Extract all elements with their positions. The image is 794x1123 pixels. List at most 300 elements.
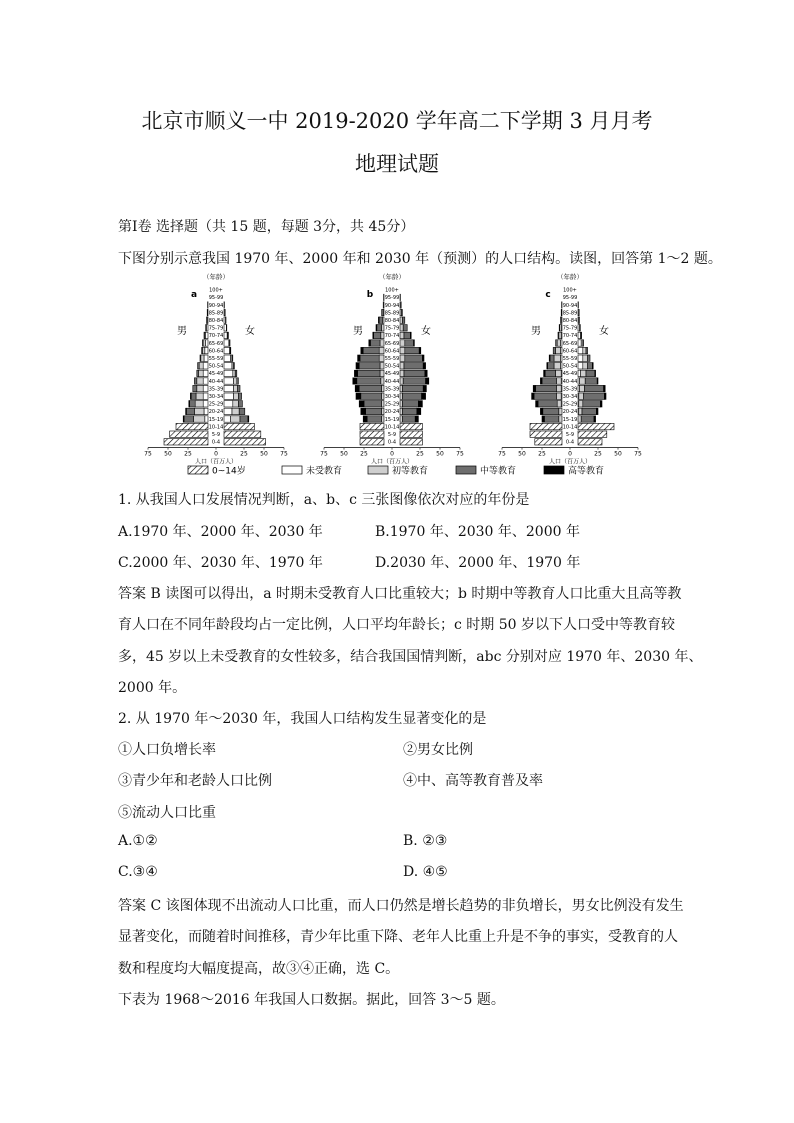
x-axis-label: 人口（百万人）: [194, 458, 238, 466]
bar-male-secondary: [379, 317, 382, 323]
legend-swatch-child: [188, 466, 208, 474]
bar-male-child: [164, 439, 208, 445]
q2-option-a: A.①②: [118, 833, 158, 849]
bar-male-primary: [197, 385, 203, 391]
bar-male-child: [535, 439, 562, 445]
x-tick-label: 0: [568, 450, 572, 458]
bar-male-secondary: [550, 355, 554, 361]
bar-female-primary: [583, 347, 586, 353]
bar-male-secondary: [360, 355, 379, 361]
bar-female-primary: [580, 385, 585, 391]
bar-female-higher: [422, 355, 424, 361]
age-group-label: 50-54: [384, 363, 400, 370]
q2-statement-3: ③青少年和老龄人口比例: [118, 773, 272, 789]
x-axis-label: 人口（百万人）: [370, 458, 414, 466]
bar-male-child: [530, 423, 562, 429]
legend-label-secondary: 中等教育: [480, 466, 517, 477]
male-label: 男: [177, 326, 187, 337]
age-group-label: 50-54: [562, 363, 578, 370]
bar-male-secondary: [556, 340, 558, 346]
x-tick-label: 75: [280, 450, 288, 458]
age-axis-label: （年龄）: [203, 273, 229, 281]
x-tick-label: 50: [164, 450, 172, 458]
q2-answer-line: 数和程度均大幅度提高，故③④正确，选 C。: [118, 961, 400, 977]
bar-male-none: [204, 408, 208, 414]
x-tick-label: 50: [614, 450, 622, 458]
bar-male-primary: [556, 393, 561, 399]
bar-female-primary: [400, 363, 404, 369]
bar-male-primary: [556, 347, 561, 353]
bar-female-child: [578, 431, 607, 437]
age-group-label: 0-4: [387, 439, 397, 446]
age-group-label: 85-89: [208, 310, 224, 317]
bar-male-secondary: [382, 309, 384, 315]
age-group-label: 55-59: [384, 356, 400, 362]
age-group-label: 60-64: [562, 348, 578, 355]
male-label: 男: [531, 326, 541, 337]
bar-female-secondary: [402, 317, 404, 323]
bar-female-secondary: [588, 355, 590, 361]
age-group-label: 30-34: [208, 394, 224, 400]
bar-female-primary: [400, 355, 405, 361]
x-tick-label: 50: [436, 450, 444, 458]
bar-male-primary: [380, 363, 384, 369]
age-axis-label: （年龄）: [557, 273, 583, 281]
bar-male-secondary: [357, 378, 381, 384]
bar-male-secondary: [364, 401, 382, 407]
legend-swatch-primary: [368, 466, 388, 474]
bar-male-none: [203, 363, 208, 369]
bar-male-none: [205, 347, 208, 353]
bar-male-child: [530, 431, 562, 437]
age-group-label: 65-69: [562, 340, 578, 347]
age-group-label: 100+: [209, 287, 223, 294]
bar-male-primary: [557, 340, 560, 346]
bar-female-secondary: [404, 332, 410, 338]
legend-swatch-none: [282, 466, 302, 474]
bar-female-primary: [234, 393, 239, 399]
bar-female-primary: [400, 317, 402, 323]
bar-male-child: [360, 431, 384, 437]
bar-female-higher: [596, 408, 598, 414]
pyramid-panel-b: [320, 272, 464, 466]
bar-male-higher: [355, 385, 359, 391]
bar-male-higher: [363, 416, 367, 422]
age-group-label: 20-24: [208, 409, 224, 416]
bar-female-primary: [580, 378, 586, 384]
bar-female-none: [224, 325, 226, 331]
bar-female-secondary: [403, 325, 407, 331]
bar-male-primary: [554, 363, 560, 369]
bar-male-higher: [359, 401, 364, 407]
bar-male-higher: [353, 378, 357, 384]
bar-male-none: [203, 401, 208, 407]
age-group-label: 95-99: [208, 295, 224, 302]
age-group-label: 80-84: [384, 318, 400, 324]
bar-female-none: [224, 416, 230, 422]
bar-male-higher: [533, 385, 535, 391]
bar-female-secondary: [405, 347, 419, 353]
q1-option-d: D.2030 年、2000 年、1970 年: [375, 555, 581, 571]
bar-female-primary: [579, 408, 582, 414]
bar-male-primary: [556, 370, 562, 376]
x-tick-label: 75: [144, 450, 152, 458]
bar-male-primary: [379, 347, 384, 353]
bar-female-higher: [426, 378, 429, 384]
age-group-label: 70-74: [208, 333, 224, 340]
age-group-label: 15-19: [562, 416, 578, 423]
question-1-stem: 1. 从我国人口发展情况判断，a、b、c 三张图像依次对应的年份是: [118, 492, 530, 508]
q2-statement-2: ②男女比例: [403, 742, 473, 758]
legend-label-none: 未受教育: [306, 466, 343, 477]
age-group-label: 5-9: [387, 432, 397, 438]
bar-male-higher: [361, 347, 363, 353]
age-group-label: 10-14: [208, 424, 224, 431]
bar-female-secondary: [404, 363, 423, 369]
bar-female-primary: [400, 340, 405, 346]
bar-female-none: [578, 363, 583, 369]
bar-male-secondary: [191, 393, 196, 399]
bar-male-primary: [206, 317, 207, 323]
bar-male-primary: [382, 416, 384, 422]
bar-female-secondary: [405, 355, 423, 361]
bar-male-higher: [186, 408, 187, 414]
bar-male-primary: [203, 340, 205, 346]
bar-female-secondary: [239, 408, 245, 414]
bar-female-primary: [583, 355, 588, 361]
bar-female-secondary: [232, 355, 233, 361]
age-group-label: 10-14: [384, 424, 400, 431]
bar-female-higher: [597, 378, 598, 384]
bar-male-secondary: [190, 401, 196, 407]
bar-female-secondary: [402, 416, 415, 422]
bar-female-secondary: [405, 340, 414, 346]
bar-male-primary: [557, 401, 561, 407]
bar-male-secondary: [383, 302, 384, 308]
age-group-label: 85-89: [562, 310, 578, 317]
bar-female-higher: [592, 363, 593, 369]
age-group-label: 95-99: [384, 295, 400, 302]
legend-swatch-higher: [544, 466, 564, 474]
bar-male-secondary: [358, 370, 380, 376]
bar-male-secondary: [545, 370, 555, 376]
bar-female-none: [224, 363, 232, 369]
bar-male-secondary: [548, 363, 554, 369]
x-tick-label: 0: [390, 450, 394, 458]
intro-text: 下图分别示意我国 1970 年、2000 年和 2030 年（预测）的人口结构。读图，回答第 1～2 题。: [118, 251, 722, 267]
bar-female-secondary: [586, 347, 588, 353]
bar-female-primary: [232, 408, 239, 414]
bar-male-primary: [382, 401, 384, 407]
bar-male-none: [206, 332, 208, 338]
bar-female-higher: [600, 401, 602, 407]
bar-female-secondary: [585, 378, 597, 384]
age-group-label: 25-29: [384, 401, 400, 408]
bar-male-primary: [206, 325, 207, 331]
x-tick-label: 75: [456, 450, 464, 458]
bar-male-secondary: [197, 370, 199, 376]
bar-female-none: [224, 401, 233, 407]
bar-female-primary: [234, 378, 237, 384]
bar-female-secondary: [238, 393, 241, 399]
bar-female-none: [224, 370, 233, 376]
q2-option-d: D. ④⑤: [403, 864, 448, 880]
bar-male-higher: [532, 393, 534, 399]
age-group-label: 10-14: [562, 424, 578, 431]
x-tick-label: 25: [594, 450, 602, 458]
age-group-label: 20-24: [384, 409, 400, 416]
age-group-label: 60-64: [384, 348, 400, 355]
bar-male-secondary: [543, 408, 559, 414]
bar-male-secondary: [374, 332, 381, 338]
bar-male-higher: [190, 393, 191, 399]
bar-male-primary: [380, 340, 384, 346]
bar-male-higher: [354, 370, 357, 376]
bar-female-primary: [400, 416, 402, 422]
bar-male-primary: [381, 378, 384, 384]
bar-male-none: [203, 378, 208, 384]
age-group-label: 90-94: [562, 302, 578, 309]
title-line-2: 地理试题: [355, 152, 439, 176]
bar-male-secondary: [202, 347, 203, 353]
q1-answer-line: 多，45 岁以上未受教育的女性较多，结合我国国情判断，abc 分别对应 1970 年、2030 年、: [118, 649, 703, 665]
bar-male-primary: [195, 401, 203, 407]
q2-answer-line: 显著变化，而随着时间推移，青少年比重下降、老年人比重上升是不争的事实，受教育的人: [118, 929, 678, 945]
bar-female-secondary: [404, 370, 425, 376]
bar-male-secondary: [363, 347, 379, 353]
x-tick-label: 75: [498, 450, 506, 458]
bar-female-primary: [400, 325, 403, 331]
bar-male-child: [170, 431, 208, 437]
x-tick-label: 25: [416, 450, 424, 458]
bar-female-secondary: [237, 378, 239, 384]
bar-female-none: [224, 378, 234, 384]
bar-male-higher: [356, 363, 359, 369]
bar-female-none: [578, 332, 580, 338]
bar-male-primary: [380, 370, 384, 376]
age-group-label: 50-54: [208, 363, 224, 370]
bar-female-none: [224, 393, 234, 399]
age-group-label: 25-29: [208, 401, 224, 408]
bar-male-none: [206, 340, 208, 346]
age-group-label: 40-44: [208, 378, 224, 385]
q2-statement-4: ④中、高等教育普及率: [403, 773, 543, 789]
bar-male-none: [203, 393, 208, 399]
bar-male-primary: [556, 378, 561, 384]
female-label: 女: [245, 326, 255, 337]
bar-female-higher: [594, 416, 596, 422]
bar-male-none: [204, 355, 208, 361]
bar-female-higher: [425, 370, 427, 376]
bar-male-higher: [369, 340, 371, 346]
bar-male-child: [360, 423, 384, 429]
bar-male-secondary: [193, 385, 197, 391]
bar-male-none: [203, 385, 208, 391]
bar-male-primary: [382, 325, 384, 331]
age-group-label: 75-79: [384, 325, 400, 332]
bar-female-primary: [580, 370, 586, 376]
bar-male-secondary: [542, 378, 556, 384]
bar-female-primary: [583, 363, 588, 369]
bar-female-secondary: [238, 385, 240, 391]
bar-female-child: [224, 431, 261, 437]
bar-male-higher: [361, 408, 366, 414]
bar-female-none: [578, 347, 583, 353]
bar-male-child: [360, 439, 384, 445]
section-heading: 第Ⅰ卷 选择题（共 15 题，每题 3分，共 45分）: [118, 219, 415, 235]
legend-label-primary: 初等教育: [392, 466, 429, 477]
bar-female-child: [400, 439, 422, 445]
age-group-label: 80-84: [208, 318, 224, 324]
bar-female-child: [400, 423, 422, 429]
age-group-label: 90-94: [208, 302, 224, 309]
pyramid-panel-a: [144, 272, 288, 466]
bar-male-primary: [201, 355, 204, 361]
bar-female-higher: [604, 385, 606, 391]
x-axis-label: 人口（百万人）: [548, 458, 592, 466]
bar-female-secondary: [402, 393, 421, 399]
bar-male-primary: [381, 332, 384, 338]
bar-male-child: [176, 423, 208, 429]
bar-female-primary: [579, 317, 580, 323]
bar-male-secondary: [200, 355, 201, 361]
bar-female-higher: [595, 370, 596, 376]
bar-male-higher: [542, 416, 544, 422]
age-group-label: 95-99: [562, 295, 578, 302]
legend-swatch-secondary: [456, 466, 476, 474]
bar-male-none: [203, 370, 208, 376]
bar-female-higher: [414, 340, 415, 346]
age-group-label: 25-29: [562, 401, 578, 408]
q2-option-c: C.③④: [118, 864, 158, 880]
bar-male-primary: [194, 416, 205, 422]
bar-female-primary: [400, 401, 402, 407]
bar-male-primary: [382, 408, 384, 414]
age-group-label: 20-24: [562, 409, 578, 416]
q2-option-b: B. ②③: [403, 833, 448, 849]
age-axis-label: （年龄）: [379, 273, 405, 281]
bar-female-secondary: [240, 416, 248, 422]
pyramid-panel-c: [498, 272, 642, 466]
age-group-label: 45-49: [384, 371, 400, 378]
bar-female-none: [224, 347, 230, 353]
age-group-label: 35-39: [562, 386, 578, 393]
x-tick-label: 25: [538, 450, 546, 458]
bar-male-primary: [554, 355, 560, 361]
bar-male-higher: [544, 370, 546, 376]
bar-female-higher: [604, 393, 606, 399]
bar-female-primary: [400, 370, 404, 376]
bar-female-primary: [400, 378, 403, 384]
bar-male-primary: [382, 393, 384, 399]
x-tick-label: 25: [360, 450, 368, 458]
bar-female-secondary: [238, 401, 242, 407]
bar-female-primary: [579, 401, 583, 407]
age-group-label: 40-44: [384, 378, 400, 385]
bar-female-primary: [400, 408, 402, 414]
q2-statement-5: ⑤流动人口比重: [118, 805, 216, 821]
bar-male-secondary: [361, 393, 382, 399]
x-tick-label: 50: [518, 450, 526, 458]
bar-male-higher: [356, 393, 361, 399]
bar-male-higher: [358, 355, 360, 361]
age-group-label: 5-9: [211, 432, 221, 438]
x-tick-label: 25: [184, 450, 192, 458]
bar-male-higher: [540, 408, 542, 414]
bar-female-higher: [422, 393, 426, 399]
bar-male-secondary: [186, 408, 194, 414]
bar-female-child: [224, 439, 266, 445]
bar-female-none: [224, 340, 229, 346]
q2-answer-line: 答案 C 该图体现不出流动人口比重，而人口仍然是增长趋势的非负增长，男女比例没有发生: [118, 898, 684, 914]
bar-female-none: [224, 332, 227, 338]
bar-male-higher: [189, 401, 190, 407]
bar-male-secondary: [194, 378, 196, 384]
bar-female-none: [578, 370, 580, 376]
bar-female-secondary: [402, 309, 403, 315]
age-group-label: 45-49: [208, 371, 224, 378]
x-tick-label: 0: [214, 450, 218, 458]
age-group-label: 15-19: [384, 416, 400, 423]
bar-male-primary: [379, 355, 384, 361]
q1-answer-line: 2000 年。: [118, 680, 187, 696]
bar-female-higher: [419, 347, 421, 353]
bar-male-none: [205, 416, 208, 422]
bar-female-secondary: [234, 363, 235, 369]
title-line-1: 北京市顺义一中 2019-2020 学年高二下学期 3 月月考: [141, 109, 653, 133]
bar-female-primary: [580, 325, 581, 331]
bar-female-higher: [415, 416, 418, 422]
bar-female-secondary: [584, 385, 603, 391]
age-group-label: 55-59: [208, 356, 224, 362]
age-group-label: 30-34: [562, 394, 578, 400]
bar-male-higher: [183, 416, 184, 422]
age-group-label: 30-34: [384, 394, 400, 400]
bar-female-none: [578, 355, 583, 361]
age-group-label: 0-4: [211, 439, 221, 446]
bar-female-secondary: [402, 401, 418, 407]
bar-male-primary: [194, 408, 204, 414]
x-tick-label: 50: [340, 450, 348, 458]
age-group-label: 60-64: [208, 348, 224, 355]
bar-male-secondary: [544, 416, 558, 422]
age-group-label: 90-94: [384, 302, 400, 309]
bar-female-primary: [400, 332, 404, 338]
panel-label: c: [545, 290, 551, 300]
bar-male-primary: [559, 332, 561, 338]
bar-female-none: [578, 340, 581, 346]
age-group-label: 70-74: [384, 333, 400, 340]
bar-male-secondary: [553, 347, 555, 353]
bar-male-higher: [549, 355, 550, 361]
bar-female-higher: [417, 408, 421, 414]
age-group-label: 85-89: [384, 310, 400, 317]
bar-female-secondary: [402, 385, 423, 391]
bar-female-secondary: [582, 408, 596, 414]
bar-female-primary: [233, 370, 235, 376]
bar-female-secondary: [583, 401, 601, 407]
q1-option-a: A.1970 年、2000 年、2030 年: [118, 524, 323, 540]
bar-female-primary: [234, 385, 238, 391]
bar-male-primary: [560, 317, 561, 323]
x-tick-label: 75: [634, 450, 642, 458]
bar-male-primary: [197, 378, 203, 384]
age-group-label: 35-39: [384, 386, 400, 393]
bar-male-secondary: [377, 325, 382, 331]
bar-male-secondary: [538, 401, 557, 407]
bar-female-secondary: [583, 340, 584, 346]
female-label: 女: [421, 326, 431, 337]
